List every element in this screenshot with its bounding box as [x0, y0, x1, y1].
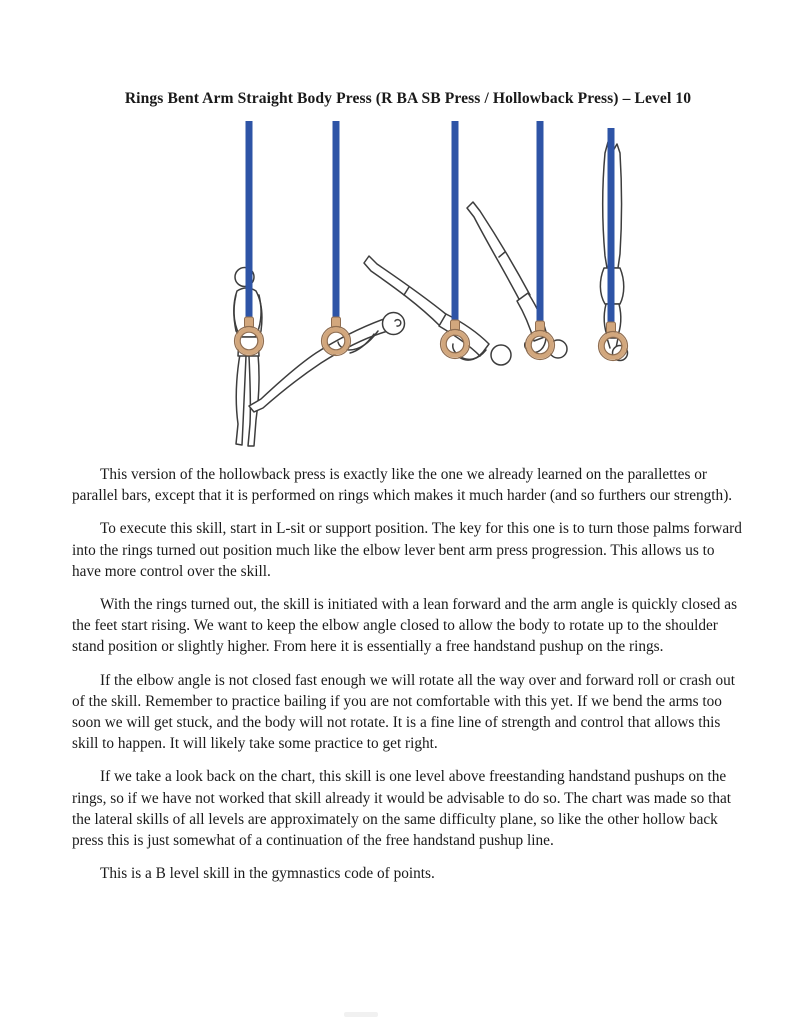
rings-press-sequence-illustration	[180, 110, 650, 470]
strap-2	[333, 121, 340, 321]
paragraph-initiation: With the rings turned out, the skill is initiated with a lean forward and the arm angle is quickly closed as the feet start rising. We want to keep the elbow angle closed to allow the body to rotate up to the shoulder stand position or slightly higher. From here it is essentially a free handstand pushup on the rings.	[72, 596, 738, 656]
paragraph-execution: To execute this skill, start in L-sit or support position. The key for this one is to turn those palms forward into the rings turned out position much like the elbow lever bent arm press progression. This allows us to have more control over the skill.	[72, 520, 742, 580]
strap-4	[537, 121, 544, 325]
footer-faint-mark	[344, 1012, 378, 1017]
strap-5	[608, 128, 615, 326]
gymnastic-rings	[235, 317, 628, 361]
page-title: Rings Bent Arm Straight Body Press (R BA SB Press / Hollowback Press) – Level 10	[124, 90, 692, 107]
paragraph-chart-context: If we take a look back on the chart, this skill is one level above freestanding handstand pushups on the rings, so if we have not worked that skill already it would be advisable to do so. The chart was made so that the lateral skills of all levels are approximately on the same difficulty plane, so like the other hollow back press this is just somewhat of a continuation of the free handstand pushup line.	[72, 768, 732, 850]
strap-1	[246, 121, 253, 321]
ring-5	[599, 322, 628, 361]
paragraph-elbow-angle: If the elbow angle is not closed fast enough we will rotate all the way over and forward roll or crash out of the skill. Remember to practice bailing if you are not comfortable with this yet. If we bend the arms too soon we will get stuck, and the body will not rotate. It is a fine line of strength and control that allows this skill to happen. It will likely take some practice to get right.	[72, 671, 736, 753]
paragraph-intro: This version of the hollowback press is exactly like the one we already learned on the parallettes or parallel bars, except that it is performed on rings which makes it much harder (and so furthers our strength).	[72, 466, 733, 505]
ring-straps	[246, 121, 615, 326]
gymnast-figure-legs-rising	[364, 256, 511, 365]
strap-3	[452, 121, 459, 324]
ring-2	[322, 317, 351, 356]
gymnast-figure-lean	[249, 313, 405, 413]
gymnast-figure-shoulder-stand	[467, 202, 567, 358]
paragraph-code-of-points: This is a B level skill in the gymnastics code of points.	[100, 865, 435, 883]
body-text	[72, 464, 742, 896]
